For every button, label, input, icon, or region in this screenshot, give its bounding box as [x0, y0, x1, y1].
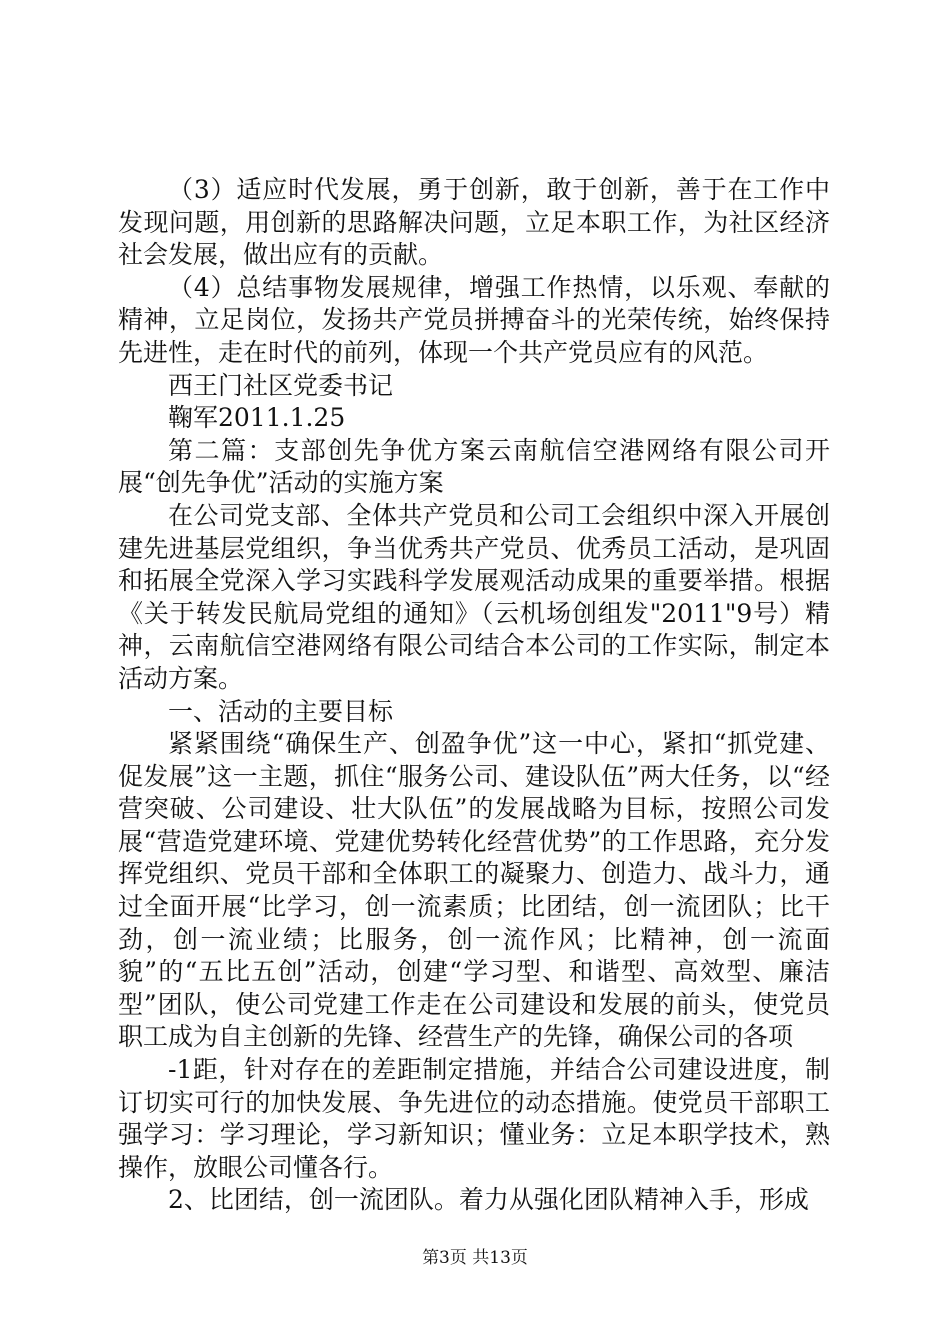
- heading-main-goals: 一、活动的主要目标: [168, 696, 394, 726]
- measures-paragraph: -1距，针对存在的差距制定措施，并结合公司建设进度，制订切实可行的加快发展、争先进位的动态措施。使党员干部职工强学习：学习理论，学习新知识；懂业务：立足本职学技术，熟操作，放眼公司懂各行。: [118, 1055, 830, 1182]
- document-body: [118, 174, 830, 1217]
- team-paragraph: 2、比团结，创一流团队。着力从强化团队精神入手，形成: [168, 1185, 809, 1215]
- signature-title: 西王门社区党委书记: [168, 370, 394, 400]
- intro-paragraph: 在公司党支部、全体共产党员和公司工会组织中深入开展创建先进基层党组织，争当优秀共产党员、优秀员工活动，是巩固和拓展全党深入学习实践科学发展观活动成果的重要举措。根据《关于转发民航局党组的通知》（云机场创组发"2011"9号）精神，云南航信空港网络有限公司结合本公司的工作实际，制定本活动方案。: [118, 500, 830, 693]
- signature-name-date: 鞠军2011.1.25: [168, 403, 346, 433]
- page-footer: 第3页 共13页: [422, 1248, 528, 1268]
- goals-paragraph: 紧紧围绕“确保生产、创盈争优”这一中心，紧扣“抓党建、促发展”这一主题，抓住“服务公司、建设队伍”两大任务，以“经营突破、公司建设、壮大队伍”的发展战略为目标，按照公司发展“营造党建环境、党建优势转化经营优势”的工作思路，充分发挥党组织、党员干部和全体职工的凝聚力、创造力、战斗力，通过全面开展“比学习，创一流素质；比团结，创一流团队；比干劲，创一流业绩；比服务，创一流作风；比精神，创一流面貌”的“五比五创”活动，创建“学习型、和谐型、高效型、廉洁型”团队，使公司党建工作走在公司建设和发展的前头，使党员职工成为自主创新的先锋、经营生产的先锋，确保公司的各项: [118, 729, 830, 1052]
- section-heading-part-two: 第二篇：支部创先争优方案云南航信空港网络有限公司开展“创先争优”活动的实施方案: [118, 435, 830, 498]
- paragraph-4: （4）总结事物发展规律，增强工作热情，以乐观、奉献的精神，立足岗位，发扬共产党员拼搏奋斗的光荣传统，始终保持先进性，走在时代的前列，体现一个共产党员应有的风范。: [118, 272, 830, 367]
- paragraph-3: （3）适应时代发展，勇于创新，敢于创新，善于在工作中发现问题，用创新的思路解决问题，立足本职工作，为社区经济社会发展，做出应有的贡献。: [118, 175, 830, 270]
